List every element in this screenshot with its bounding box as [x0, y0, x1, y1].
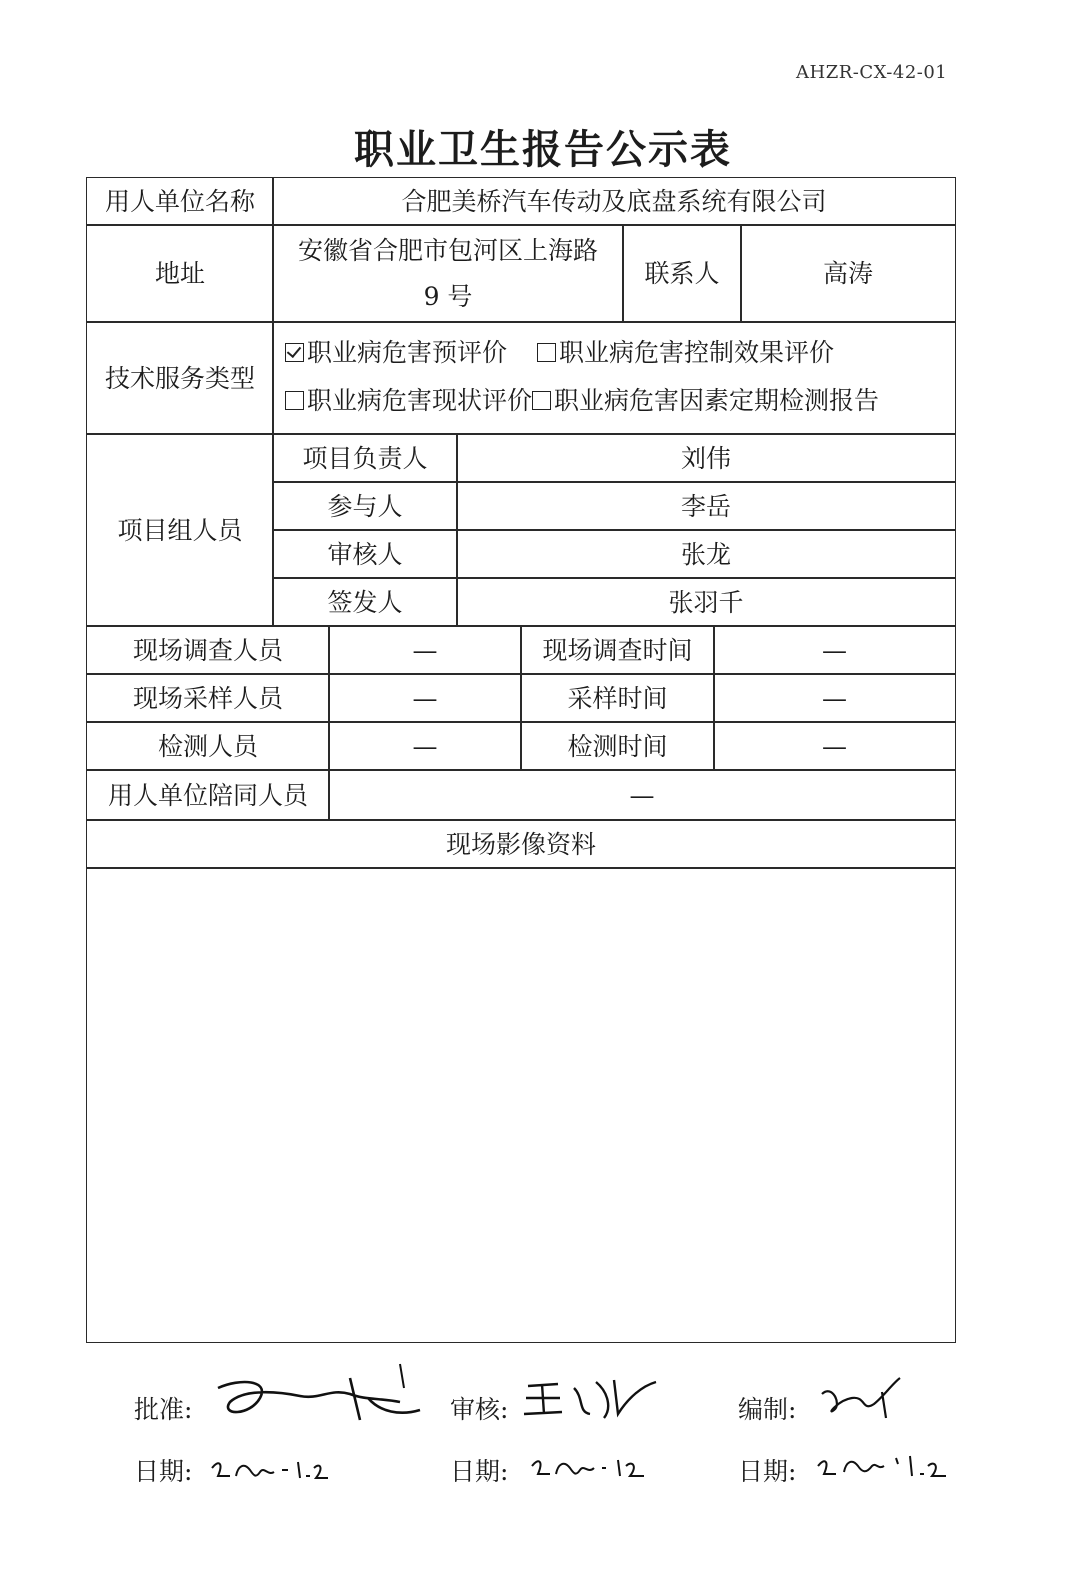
address-label: 地址 — [86, 224, 274, 323]
service-type-row — [273, 329, 955, 377]
compile-date-label: 日期: — [738, 1457, 797, 1486]
review-label: 审核: — [450, 1395, 509, 1424]
field-label: 采样时间 — [520, 673, 715, 723]
contact-name: 高涛 — [740, 224, 956, 323]
field-value: — — [713, 721, 956, 771]
team-role: 审核人 — [272, 529, 458, 579]
field-label: 现场采样人员 — [86, 673, 330, 723]
team-name: 刘伟 — [456, 433, 956, 483]
page-title: 职业卫生报告公示表 — [354, 126, 732, 173]
images-label: 现场影像资料 — [86, 819, 956, 869]
service-option-status-evaluation — [285, 386, 532, 415]
employer-label: 用人单位名称 — [86, 177, 274, 226]
field-value: — — [713, 673, 956, 723]
address-value — [272, 224, 624, 323]
service-option-label: 职业病危害控制效果评价 — [559, 338, 835, 367]
field-value: — — [328, 721, 522, 771]
address-line-1: 安徽省合肥市包河区上海路 — [297, 235, 598, 265]
field-label: 检测人员 — [86, 721, 330, 771]
compiler-signature — [812, 1364, 912, 1424]
unchecked-box-icon — [537, 343, 556, 362]
service-type-options — [272, 321, 956, 435]
field-value: — — [713, 625, 956, 675]
field-value: — — [328, 625, 522, 675]
service-type-label: 技术服务类型 — [86, 321, 274, 435]
address-line-2: 9 号 — [423, 281, 473, 311]
unchecked-box-icon — [285, 391, 304, 410]
document-code: AHZR-CX-42-01 — [796, 62, 948, 83]
employer-name: 合肥美桥汽车传动及底盘系统有限公司 — [272, 177, 956, 226]
service-option-pre-evaluation — [285, 338, 507, 367]
team-label: 项目组人员 — [86, 433, 274, 627]
approve-date-label: 日期: — [134, 1457, 193, 1486]
review-date-label: 日期: — [450, 1457, 509, 1486]
contact-label: 联系人 — [622, 224, 742, 323]
team-name: 张龙 — [456, 529, 956, 579]
service-option-control-effect — [537, 338, 834, 367]
images-area — [86, 867, 956, 1343]
field-value: — — [328, 673, 522, 723]
team-role: 项目负责人 — [272, 433, 458, 483]
service-type-row — [273, 377, 955, 425]
service-option-periodic-test — [532, 386, 879, 415]
escort-value: — — [328, 769, 956, 821]
approve-date-handwriting — [206, 1448, 336, 1488]
team-name: 张羽千 — [456, 577, 956, 627]
field-label: 现场调查人员 — [86, 625, 330, 675]
service-option-label: 职业病危害现状评价 — [307, 386, 533, 415]
field-label: 现场调查时间 — [520, 625, 715, 675]
approve-label: 批准: — [134, 1395, 193, 1424]
checked-box-icon — [285, 343, 304, 362]
approver-signature — [200, 1358, 430, 1438]
team-name: 李岳 — [456, 481, 956, 531]
unchecked-box-icon — [532, 391, 551, 410]
team-role: 参与人 — [272, 481, 458, 531]
field-label: 检测时间 — [520, 721, 715, 771]
service-option-label: 职业病危害因素定期检测报告 — [554, 386, 880, 415]
escort-label: 用人单位陪同人员 — [86, 769, 330, 821]
compile-date-handwriting — [812, 1444, 952, 1484]
reviewer-signature — [518, 1368, 668, 1428]
compile-label: 编制: — [738, 1395, 797, 1424]
review-date-handwriting — [526, 1446, 656, 1486]
team-role: 签发人 — [272, 577, 458, 627]
service-option-label: 职业病危害预评价 — [307, 338, 508, 367]
